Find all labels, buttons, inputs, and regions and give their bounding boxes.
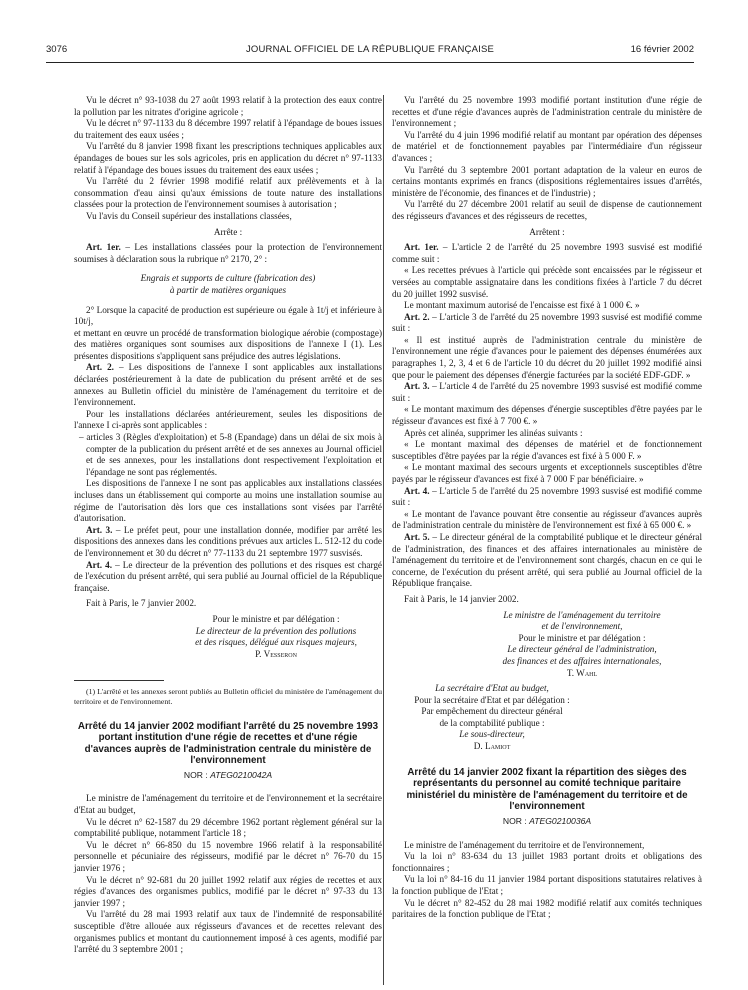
decree-title: Arrêté du 14 janvier 2002 modifiant l'arrêté du 25 novembre 1993 portant institution d'une régie de recettes et d'une régie d'avances auprès de l'administration centrale du ministère de l'environnement — [77, 720, 379, 767]
article-label: Art. 5. — [404, 531, 430, 542]
article-1 — [392, 242, 702, 265]
signature-line: et de l'environnement, — [541, 621, 623, 632]
visa-paragraph: Vu l'arrêté du 2 février 1998 modifié relatif aux prélèvements et à la consommation d'eau ainsi qu'aux émissions de toute nature des installations classées pour la protection de l'environnement soumises à autorisation ; — [74, 176, 382, 210]
article-text: – Le préfet peut, pour une installation donnée, modifier par arrêté les dispositions des annexes dans les conditions prévues aux articles L. 512-12 du code de l'environnement et 30 du décret n° 77-1133 du 21 septembre 1977 susvisés. — [74, 524, 382, 558]
visa-paragraph: Vu l'arrêté du 28 mai 1993 relatif aux taux de l'indemnité de responsabilité susceptible d'être allouée aux régisseurs d'avances et de recettes relevant des organismes publics et montant du cautionnement imposé à ces agents, modifié par l'arrêté du 3 septembre 2001 ; — [74, 909, 382, 955]
article-2 — [74, 362, 382, 408]
visa-paragraph: Vu l'arrêté du 25 novembre 1993 modifié portant institution d'une régie de recettes et d'une régie d'avances auprès de l'administration centrale du ministère de l'environnement ; — [392, 95, 702, 129]
signature-block — [392, 610, 702, 680]
signatory-name: P. Vesseron — [255, 648, 297, 659]
body-paragraph: Le ministre de l'aménagement du territoire et de l'environnement et la secrétaire d'Etat au budget, — [74, 793, 382, 816]
section-heading: à partir de matières organiques — [169, 284, 287, 295]
signatory-name: D. Lamiot — [473, 741, 511, 752]
article-2 — [392, 312, 702, 335]
left-column — [74, 95, 382, 956]
article-label: Art. 3. — [404, 381, 430, 392]
article-text: – L'article 3 de l'arrêté du 25 novembre 1993 susvisé est modifié comme suit : — [392, 311, 702, 334]
spacer — [74, 707, 382, 721]
right-column — [392, 95, 702, 921]
signature-line: Par empêchement du directeur général — [421, 706, 563, 717]
quoted-paragraph: « Il est institué auprès de l'administration centrale du ministère de l'environnement une régie d'avances pour le paiement des dépenses énumérées aux paragraphes 1, 2, 3, 4 et 6 de l'article 10 du décret du 20 juillet 1992 modifié ainsi que pour le paiement des dépenses d'énergie facturées par la société EDF-GDF. » — [392, 334, 702, 380]
signature-line: Le directeur général de l'administration, — [507, 644, 657, 655]
signature-line: Pour le ministre et par délégation : — [518, 632, 646, 643]
footnote-rule — [74, 680, 164, 681]
article-3 — [392, 381, 702, 404]
article-1 — [74, 242, 382, 265]
visa-paragraph: Vu l'arrêté du 3 septembre 2001 portant adaptation de la valeur en euros de certains montants exprimés en francs (dispositions réglementaires issues d'arrêtés, ministère de l'économie, des finances et de l'industrie) ; — [392, 164, 702, 198]
quoted-paragraph: « Le montant maximal des secours urgents et exceptionnels susceptibles d'être payés par le régisseur d'avances est fixé à 7 000 F par bénéficiaire. » — [392, 462, 702, 484]
signature-line: de la comptabilité publique : — [439, 717, 545, 728]
arretent-label: Arrêtent : — [529, 226, 565, 237]
quoted-paragraph: « Le montant de l'avance pouvant être consentie au régisseur d'avances auprès de l'administration centrale du ministère de l'environnement est fixé à 65 000 €. » — [392, 508, 702, 531]
body-paragraph: Après cet alinéa, supprimer les alinéas suivants : — [404, 427, 583, 438]
article-text: – L'article 4 de l'arrêté du 25 novembre 1993 susvisé est modifié comme suit : — [392, 381, 702, 403]
arrete-label: Arrête : — [213, 226, 243, 237]
article-label: Art. 1er. — [404, 242, 439, 253]
nor-code: ATEG0210036A — [529, 816, 592, 827]
section-heading: Engrais et supports de culture (fabrication des) — [140, 273, 316, 284]
quoted-paragraph: Le montant maximum autorisé de l'encaisse est fixé à 1 000 €. » — [404, 300, 640, 311]
signature-block — [74, 614, 382, 660]
visa-paragraph: Vu le décret n° 93-1038 du 27 août 1993 relatif à la protection des eaux contre la pollution par les nitrates d'origine agricole ; — [74, 95, 382, 117]
article-text: – Les dispositions de l'annexe I sont applicables aux installations déclarées postérieurement à la date de publication du présent arrêté et de ses annexes au Bulletin officiel du ministère de l'aménagement du territoire et de l'environnement. — [74, 362, 382, 408]
column-divider — [383, 95, 384, 985]
list-item: – articles 3 (Règles d'exploitation) et 5-8 (Epandage) dans un délai de six mois à compter de la publication du présent arrêté et de ses annexes au Journal officiel et de ses annexes, pour les installations dont respectivement l'exploitation et l'épandage ne sont pas réglementés. — [79, 432, 382, 477]
visa-paragraph: Vu la loi n° 84-16 du 11 janvier 1984 portant dispositions statutaires relatives à la fonction publique de l'Etat ; — [392, 874, 702, 896]
decree-title: Arrêté du 14 janvier 2002 fixant la répartition des sièges des représentants du personnel au comité technique paritaire ministériel du ministère de l'aménagement du territoire et de l'environnement — [406, 766, 688, 813]
visa-paragraph: Vu le décret n° 97-1133 du 8 décembre 1997 relatif à l'épandage de boues issues du traitement des eaux usées ; — [74, 118, 382, 140]
nor-label: NOR : — [502, 816, 530, 827]
article-4 — [392, 486, 702, 509]
nor-reference — [392, 816, 702, 828]
nor-label: NOR : — [183, 769, 211, 780]
visa-paragraph: Vu la loi n° 83-634 du 13 juillet 1983 portant droits et obligations des fonctionnaires ; — [392, 851, 702, 873]
visa-paragraph: Vu le décret n° 82-452 du 28 mai 1982 modifié relatif aux comités techniques paritaires de la fonction publique de l'Etat ; — [392, 897, 702, 920]
signature-line: et des risques, délégué aux risques majeurs, — [195, 637, 357, 648]
signature-line: des finances et des affaires internationales, — [502, 655, 662, 666]
article-text: – Le directeur général de la comptabilité publique et le directeur général de l'administration, des finances et des affaires internationales au ministère de l'aménagement du territoire et de l'environnement sont chargés, chacun en ce qui le concerne, de l'exécution du présent arrêté, qui sera publié au Journal officiel de la République française. — [392, 531, 702, 589]
body-paragraph: Pour les installations déclarées antérieurement, seules les dispositions de l'annexe I ci-après sont applicables : — [74, 408, 382, 431]
visa-paragraph: Vu l'arrêté du 4 juin 1996 modifié relatif au montant par opération des dépenses de matériel et de fonctionnement payables par l'intermédiaire d'un régisseur d'avances ; — [392, 129, 702, 163]
signature-line: Le sous-directeur, — [459, 729, 525, 740]
article-text: – Les installations classées pour la protection de l'environnement soumises à déclaration sous la rubrique n° 2170, 2° : — [74, 242, 382, 264]
signature-place-date: Fait à Paris, le 7 janvier 2002. — [86, 598, 197, 609]
article-5 — [392, 532, 702, 590]
article-text: – L'article 2 de l'arrêté du 25 novembre 1993 susvisé est modifié comme suit : — [392, 242, 702, 264]
nor-reference — [74, 770, 382, 782]
signature-line: Pour le ministre et par délégation : — [212, 613, 340, 624]
page-header — [46, 44, 694, 60]
article-label: Art. 2. — [404, 311, 430, 322]
article-text: – L'article 5 de l'arrêté du 25 novembre 1993 susvisé est modifié comme suit : — [392, 485, 702, 508]
article-label: Art. 4. — [404, 485, 430, 496]
signature-line: Le ministre de l'aménagement du territoire — [503, 609, 661, 620]
visa-paragraph: Vu l'arrêté du 8 janvier 1998 fixant les prescriptions techniques applicables aux épandages de boues sur les sols agricoles, pris en application du décret n° 97-1133 relatif à l'épandage des boues issues du traitement des eaux usées ; — [74, 141, 382, 175]
body-paragraph: Le ministre de l'aménagement du territoire et de l'environnement, — [404, 839, 645, 850]
article-4 — [74, 560, 382, 595]
footnote: (1) L'arrêté et les annexes seront publiés au Bulletin officiel du ministère de l'aménagement du territoire et de l'environnement. — [74, 687, 382, 706]
signature-line: Le directeur de la prévention des pollutions — [195, 625, 357, 636]
visa-paragraph: Vu le décret n° 66-850 du 15 novembre 1966 relatif à la responsabilité personnelle et pécuniaire des régisseurs, modifié par le décret n° 76-70 du 15 janvier 1976 ; — [74, 839, 382, 874]
signature-place-date: Fait à Paris, le 14 janvier 2002. — [404, 593, 519, 604]
article-label: Art. 4. — [86, 559, 113, 570]
body-paragraph: et mettant en œuvre un procédé de transformation biologique aérobie (compostage) des matières organiques sont soumises aux dispositions de l'annexe I (1). Les présentes dispositions s'appliquent sans préjudice des autres législations. — [74, 327, 382, 361]
body-paragraph: 2° Lorsque la capacité de production est supérieure ou égale à 1t/j et inférieure à 10t/j, — [74, 304, 382, 327]
spacer — [392, 753, 702, 767]
article-3 — [74, 525, 382, 560]
spacer — [74, 297, 382, 305]
visa-paragraph: Vu l'arrêté du 27 décembre 2001 relatif au seuil de dispense de cautionnement des régisseurs d'avances et des régisseurs de recettes, — [392, 199, 702, 221]
article-label: Art. 3. — [86, 524, 113, 535]
quoted-paragraph: « Les recettes prévues à l'article qui précède sont encaissées par le régisseur et versées au comptable assignataire dans les conditions fixées à l'article 7 du décret du 20 juillet 1992 susvisé. — [392, 265, 702, 299]
body-paragraph: Les dispositions de l'annexe I ne sont pas applicables aux installations classées incluses dans un établissement qui comporte au moins une installation soumise au régime de l'autorisation dès lors que ces installations sont visées par l'arrêté d'autorisation. — [74, 478, 382, 524]
spacer — [74, 265, 382, 273]
visa-paragraph: Vu le décret n° 92-681 du 20 juillet 1992 relatif aux régies de recettes et aux régies d'avances des organismes publics, modifié par le décret n° 97-33 du 13 janvier 1997 ; — [74, 874, 382, 908]
quoted-paragraph: « Le montant maximum des dépenses d'énergie susceptibles d'être payées par le régisseur d'avances est fixé à 7 700 €. » — [392, 404, 702, 427]
signature-line: La secrétaire d'Etat au budget, — [435, 683, 549, 694]
page-number: 3076 — [46, 44, 68, 55]
signatory-name: T. Wahl — [566, 667, 598, 678]
visa-paragraph: Vu le décret n° 62-1587 du 29 décembre 1962 portant règlement général sur la comptabilité publique, notamment l'article 18 ; — [74, 816, 382, 839]
visa-paragraph: Vu l'avis du Conseil supérieur des installations classées, — [86, 210, 292, 221]
article-label: Art. 2. — [86, 362, 114, 373]
quoted-paragraph: « Le montant maximal des dépenses de matériel et de fonctionnement susceptibles d'être payées par la régie d'avances est fixé à 5 000 F. » — [392, 439, 702, 461]
journal-title: JOURNAL OFFICIEL DE LA RÉPUBLIQUE FRANÇAISE — [245, 44, 495, 55]
article-text: – Le directeur de la prévention des pollutions et des risques est chargé de l'exécution du présent arrêté, qui sera publié au Journal officiel de la République française. — [74, 559, 382, 593]
article-label: Art. 1er. — [86, 242, 121, 253]
signature-line: Pour la secrétaire d'Etat et par délégation : — [414, 694, 570, 705]
header-rule — [46, 62, 694, 63]
issue-date: 16 février 2002 — [630, 44, 694, 55]
nor-code: ATEG0210042A — [210, 769, 273, 780]
signature-block — [392, 683, 702, 753]
